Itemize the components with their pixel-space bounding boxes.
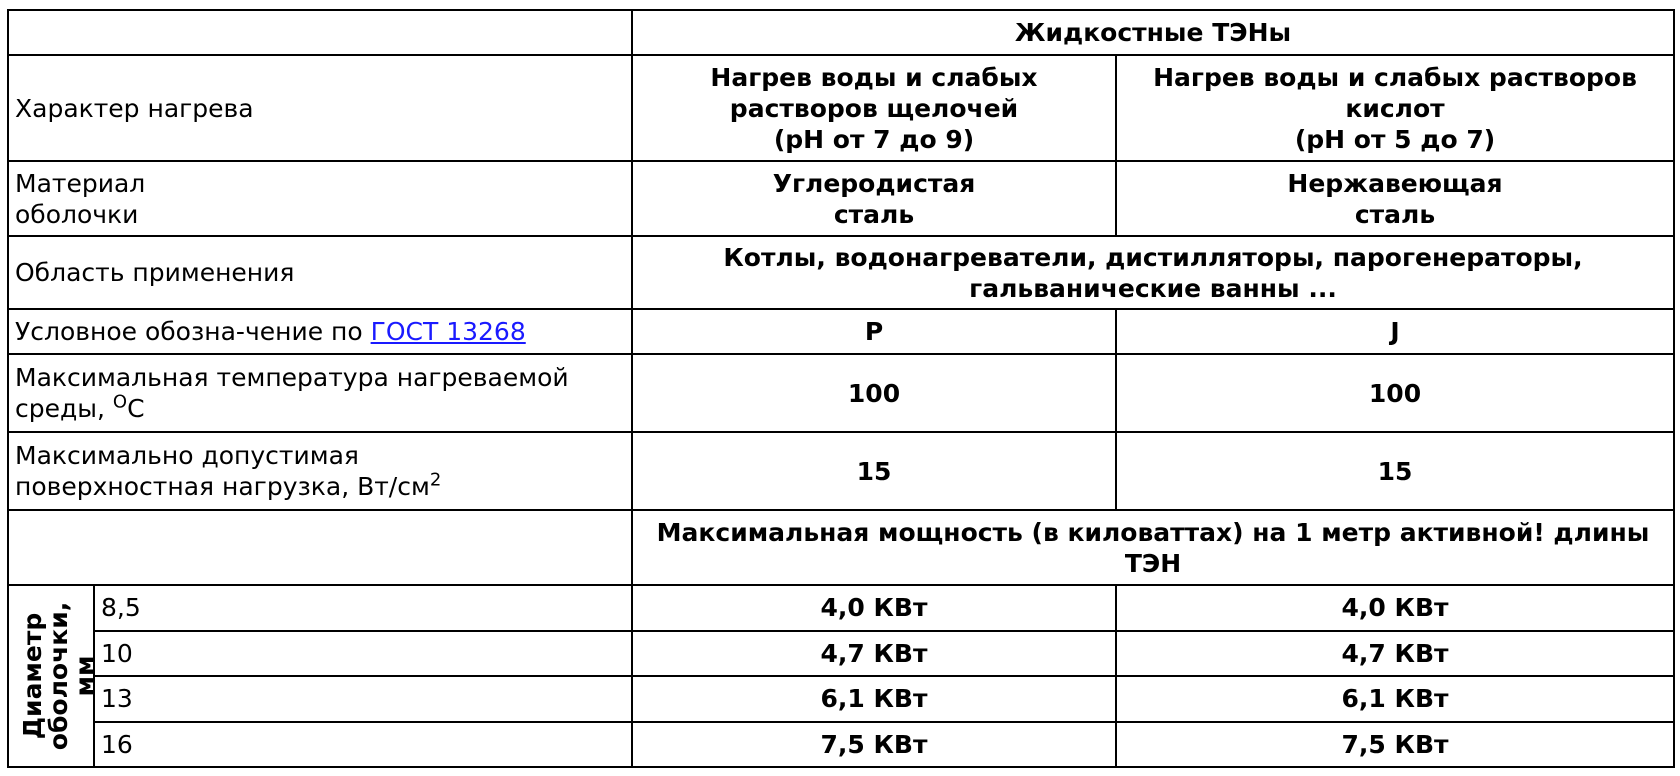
table-row bbox=[8, 585, 1674, 631]
table-row bbox=[8, 236, 1674, 309]
surface-load-label-prefix: поверхностная нагрузка, Вт/см bbox=[15, 472, 430, 501]
diameter-value: 8,5 bbox=[94, 585, 632, 631]
material-label-line: Материал bbox=[15, 168, 146, 198]
power-col2: 6,1 КВт bbox=[1116, 676, 1674, 722]
max-temp-label-prefix: среды, bbox=[15, 394, 113, 423]
diameter-value: 10 bbox=[94, 631, 632, 677]
degree-superscript: O bbox=[112, 391, 128, 413]
max-temp-label-line: Максимальная температура нагреваемой bbox=[15, 363, 569, 392]
power-col1: 4,7 КВт bbox=[632, 631, 1116, 677]
material-col1 bbox=[632, 161, 1116, 236]
diameter-label-cell bbox=[8, 585, 99, 767]
max-temp-label-unit: C bbox=[127, 394, 145, 423]
table-row bbox=[8, 354, 1674, 432]
application-line: Котлы, водонагреватели, дистилляторы, парогенераторы, bbox=[723, 242, 1583, 272]
gost-link[interactable]: ГОСТ 13268 bbox=[370, 317, 526, 346]
heating-col1-line: растворов щелочей bbox=[729, 93, 1019, 123]
table-row bbox=[8, 309, 1674, 354]
heating-col1 bbox=[632, 55, 1116, 161]
material-col1-line: Углеродистая bbox=[772, 168, 976, 198]
table-row bbox=[8, 676, 1674, 722]
table-row bbox=[8, 722, 1674, 768]
material-col2-line: Нержавеющая bbox=[1287, 168, 1503, 198]
diameter-label: Диаметр оболочки, мм bbox=[18, 601, 99, 751]
heater-spec-table bbox=[7, 9, 1675, 768]
material-col2-line: сталь bbox=[1354, 199, 1436, 229]
material-label-line: оболочки bbox=[15, 199, 139, 229]
designation-col2: J bbox=[1116, 309, 1674, 354]
material-col1-line: сталь bbox=[833, 199, 915, 229]
power-col2: 4,7 КВт bbox=[1116, 631, 1674, 677]
row-label-surface-load bbox=[8, 432, 632, 510]
square-superscript: 2 bbox=[429, 469, 442, 491]
table-row bbox=[8, 55, 1674, 161]
power-col1: 4,0 КВт bbox=[632, 585, 1116, 631]
surface-load-label-line bbox=[15, 471, 625, 502]
table-row bbox=[8, 432, 1674, 510]
empty-corner-cell bbox=[8, 10, 632, 55]
heating-col1-line: Нагрев воды и слабых bbox=[710, 62, 1038, 92]
table-row bbox=[8, 631, 1674, 677]
row-label-application: Область применения bbox=[8, 236, 632, 309]
material-col2 bbox=[1116, 161, 1674, 236]
power-header-line: ТЭН bbox=[1124, 548, 1182, 578]
heating-col2-line: кислот bbox=[1345, 93, 1445, 123]
heating-col2-line: Нагрев воды и слабых растворов bbox=[1153, 62, 1637, 92]
power-col2: 7,5 КВт bbox=[1116, 722, 1674, 768]
application-line: гальванические ванны ... bbox=[969, 273, 1337, 303]
designation-col1: P bbox=[632, 309, 1116, 354]
table-row bbox=[8, 510, 1674, 585]
table-row bbox=[8, 161, 1674, 236]
max-temp-label-line bbox=[15, 393, 625, 424]
application-value bbox=[632, 236, 1674, 309]
row-label-heating: Характер нагрева bbox=[8, 55, 632, 161]
diameter-value: 13 bbox=[94, 676, 632, 722]
diameter-value: 16 bbox=[94, 722, 632, 768]
group-title: Жидкостные ТЭНы bbox=[632, 10, 1674, 55]
power-header bbox=[632, 510, 1674, 585]
row-label-max-temp bbox=[8, 354, 632, 432]
power-col1: 7,5 КВт bbox=[632, 722, 1116, 768]
max-temp-col1: 100 bbox=[632, 354, 1116, 432]
row-label-material bbox=[8, 161, 632, 236]
power-col1: 6,1 КВт bbox=[632, 676, 1116, 722]
row-label-designation bbox=[8, 309, 632, 354]
heating-col2-line: (pH от 5 до 7) bbox=[1294, 124, 1496, 154]
max-temp-col2: 100 bbox=[1116, 354, 1674, 432]
surface-load-label-line: Максимально допустимая bbox=[15, 441, 359, 470]
empty-power-label-cell bbox=[8, 510, 632, 585]
power-col2: 4,0 КВт bbox=[1116, 585, 1674, 631]
diameter-label-wrap bbox=[15, 586, 103, 766]
designation-label-text: Условное обозна-чение по bbox=[15, 317, 371, 346]
surface-load-col1: 15 bbox=[632, 432, 1116, 510]
table-row bbox=[8, 10, 1674, 55]
heating-col2 bbox=[1116, 55, 1674, 161]
heating-col1-line: (pH от 7 до 9) bbox=[773, 124, 975, 154]
surface-load-col2: 15 bbox=[1116, 432, 1674, 510]
power-header-line: Максимальная мощность (в киловаттах) на 1 метр активной! длины bbox=[656, 517, 1650, 547]
